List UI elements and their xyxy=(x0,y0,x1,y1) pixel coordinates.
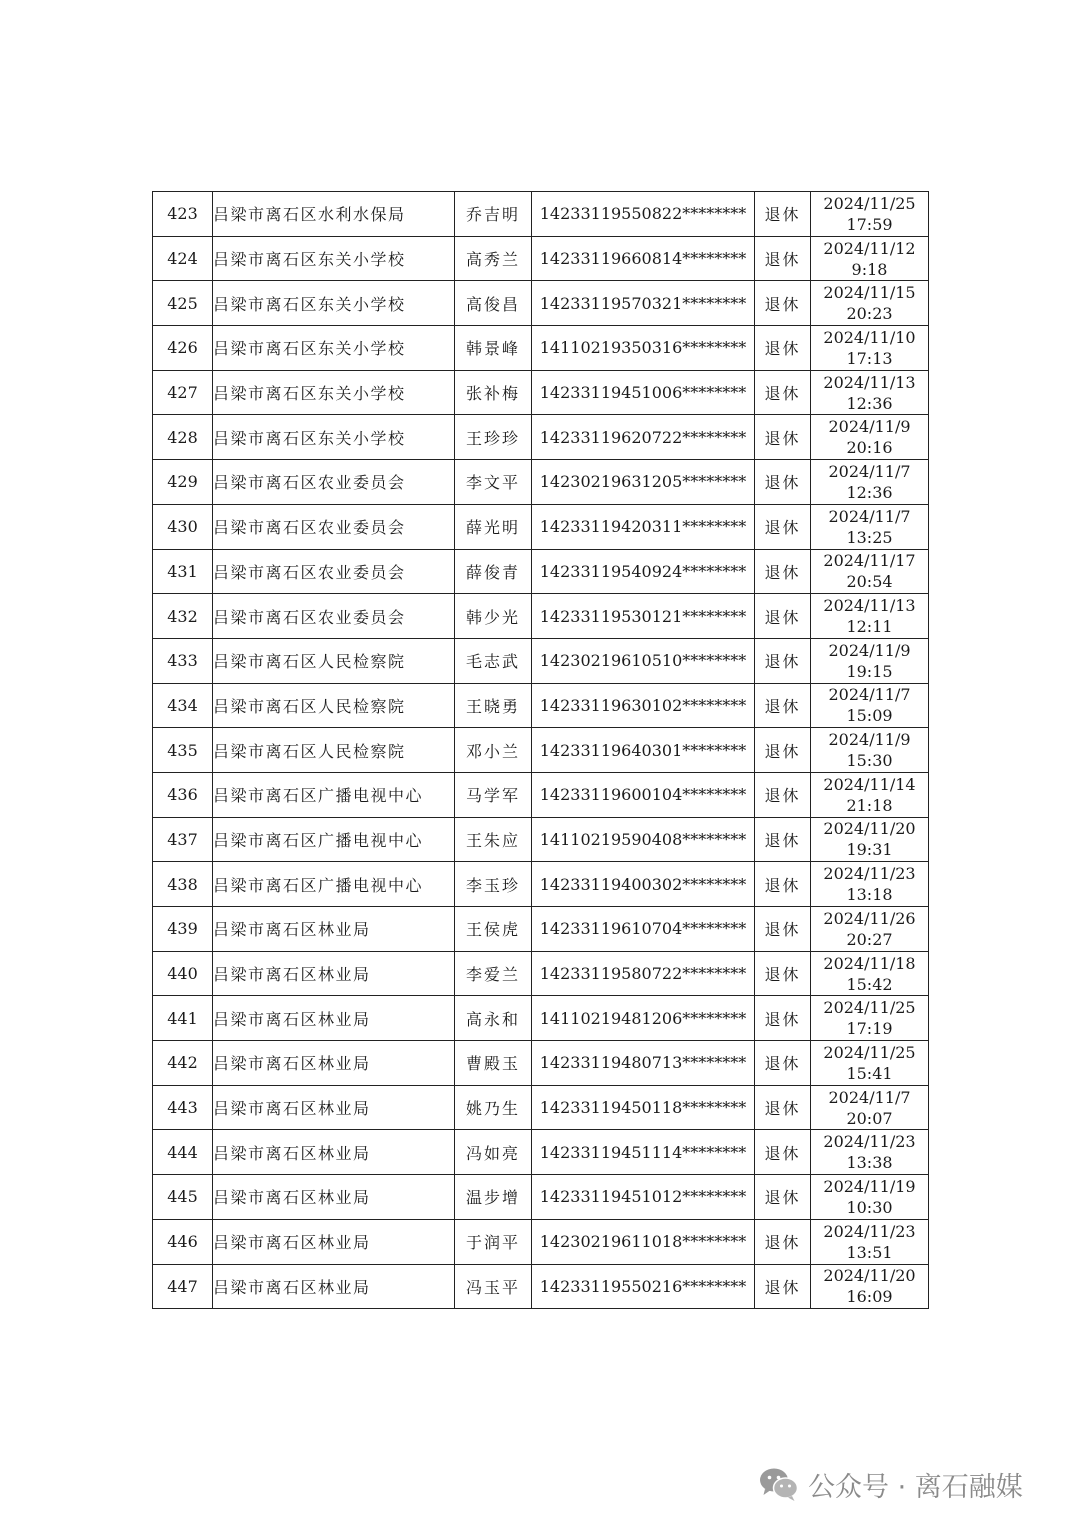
table-row xyxy=(153,281,929,326)
submit-time: 15:41 xyxy=(846,1063,893,1083)
status-text: 退休 xyxy=(755,728,811,773)
submit-datetime xyxy=(811,728,929,773)
submit-datetime xyxy=(811,1219,929,1264)
submit-datetime xyxy=(811,415,929,460)
submit-date: 2024/11/25 xyxy=(823,998,916,1018)
status-text: 退休 xyxy=(755,415,811,460)
person-name: 姚乃生 xyxy=(455,1085,532,1130)
person-name: 邓小兰 xyxy=(455,728,532,773)
submit-datetime xyxy=(811,370,929,415)
person-name: 冯玉平 xyxy=(455,1264,532,1309)
row-number: 443 xyxy=(153,1085,213,1130)
person-name: 冯如亮 xyxy=(455,1130,532,1175)
submit-datetime xyxy=(811,504,929,549)
id-number: 14230219611018******** xyxy=(532,1219,755,1264)
person-name: 王朱应 xyxy=(455,817,532,862)
work-unit: 吕梁市离石区东关小学校 xyxy=(213,370,455,415)
status-text: 退休 xyxy=(755,281,811,326)
id-number: 14233119400302******** xyxy=(532,862,755,907)
work-unit: 吕梁市离石区林业局 xyxy=(213,1085,455,1130)
person-name: 王侯虎 xyxy=(455,907,532,952)
submit-date: 2024/11/25 xyxy=(823,1042,916,1062)
status-text: 退休 xyxy=(755,907,811,952)
table-row xyxy=(153,1130,929,1175)
work-unit: 吕梁市离石区林业局 xyxy=(213,1219,455,1264)
submit-date: 2024/11/20 xyxy=(823,819,916,839)
row-number: 426 xyxy=(153,326,213,371)
person-name: 张补梅 xyxy=(455,370,532,415)
status-text: 退休 xyxy=(755,1130,811,1175)
table-row xyxy=(153,415,929,460)
row-number: 433 xyxy=(153,638,213,683)
row-number: 440 xyxy=(153,951,213,996)
row-number: 447 xyxy=(153,1264,213,1309)
person-name: 薛光明 xyxy=(455,504,532,549)
person-name: 韩少光 xyxy=(455,594,532,639)
id-number: 14233119620722******** xyxy=(532,415,755,460)
submit-time: 15:09 xyxy=(846,706,893,726)
id-number: 14233119550216******** xyxy=(532,1264,755,1309)
work-unit: 吕梁市离石区林业局 xyxy=(213,1264,455,1309)
submit-time: 19:31 xyxy=(846,840,893,860)
submit-datetime xyxy=(811,192,929,237)
submit-datetime xyxy=(811,1085,929,1130)
status-text: 退休 xyxy=(755,996,811,1041)
work-unit: 吕梁市离石区农业委员会 xyxy=(213,504,455,549)
id-number: 14233119451006******** xyxy=(532,370,755,415)
status-text: 退休 xyxy=(755,504,811,549)
submit-time: 13:51 xyxy=(846,1242,893,1262)
table-row xyxy=(153,370,929,415)
submit-time: 17:13 xyxy=(846,348,893,368)
id-number: 14233119450118******** xyxy=(532,1085,755,1130)
row-number: 436 xyxy=(153,772,213,817)
submit-time: 12:11 xyxy=(846,617,893,637)
submit-datetime xyxy=(811,549,929,594)
table-row xyxy=(153,1085,929,1130)
status-text: 退休 xyxy=(755,326,811,371)
row-number: 439 xyxy=(153,907,213,952)
id-number: 14230219610510******** xyxy=(532,638,755,683)
table-row xyxy=(153,862,929,907)
status-text: 退休 xyxy=(755,951,811,996)
submit-datetime xyxy=(811,862,929,907)
status-text: 退休 xyxy=(755,1085,811,1130)
submit-date: 2024/11/15 xyxy=(823,283,916,303)
submit-datetime xyxy=(811,1175,929,1220)
submit-time: 20:07 xyxy=(846,1108,893,1128)
submit-time: 13:38 xyxy=(846,1153,893,1173)
person-name: 于润平 xyxy=(455,1219,532,1264)
row-number: 442 xyxy=(153,1041,213,1086)
row-number: 434 xyxy=(153,683,213,728)
submit-datetime xyxy=(811,594,929,639)
id-number: 14110219350316******** xyxy=(532,326,755,371)
submit-datetime xyxy=(811,772,929,817)
submit-date: 2024/11/7 xyxy=(828,461,911,481)
submit-time: 17:59 xyxy=(846,214,893,234)
submit-datetime xyxy=(811,638,929,683)
row-number: 445 xyxy=(153,1175,213,1220)
work-unit: 吕梁市离石区东关小学校 xyxy=(213,326,455,371)
roster-table xyxy=(152,191,929,1309)
work-unit: 吕梁市离石区林业局 xyxy=(213,996,455,1041)
row-number: 441 xyxy=(153,996,213,1041)
id-number: 14233119451012******** xyxy=(532,1175,755,1220)
submit-date: 2024/11/14 xyxy=(823,774,916,794)
submit-date: 2024/11/13 xyxy=(823,372,916,392)
submit-datetime xyxy=(811,1041,929,1086)
id-number: 14233119580722******** xyxy=(532,951,755,996)
submit-time: 20:23 xyxy=(846,304,893,324)
submit-date: 2024/11/19 xyxy=(823,1176,916,1196)
work-unit: 吕梁市离石区人民检察院 xyxy=(213,638,455,683)
id-number: 14110219590408******** xyxy=(532,817,755,862)
id-number: 14233119630102******** xyxy=(532,683,755,728)
work-unit: 吕梁市离石区林业局 xyxy=(213,1130,455,1175)
person-name: 温步增 xyxy=(455,1175,532,1220)
table-row xyxy=(153,1041,929,1086)
submit-date: 2024/11/18 xyxy=(823,953,916,973)
work-unit: 吕梁市离石区农业委员会 xyxy=(213,460,455,505)
submit-date: 2024/11/26 xyxy=(823,908,916,928)
submit-date: 2024/11/25 xyxy=(823,193,916,213)
submit-time: 13:25 xyxy=(846,527,893,547)
work-unit: 吕梁市离石区水利水保局 xyxy=(213,192,455,237)
person-name: 高秀兰 xyxy=(455,236,532,281)
table-row xyxy=(153,638,929,683)
table-row xyxy=(153,1219,929,1264)
row-number: 423 xyxy=(153,192,213,237)
status-text: 退休 xyxy=(755,594,811,639)
table-row xyxy=(153,460,929,505)
roster-body xyxy=(153,192,929,1309)
row-number: 425 xyxy=(153,281,213,326)
work-unit: 吕梁市离石区广播电视中心 xyxy=(213,772,455,817)
submit-date: 2024/11/20 xyxy=(823,1266,916,1286)
id-number: 14233119540924******** xyxy=(532,549,755,594)
status-text: 退休 xyxy=(755,1264,811,1309)
submit-time: 12:36 xyxy=(846,393,893,413)
work-unit: 吕梁市离石区林业局 xyxy=(213,1041,455,1086)
submit-time: 15:30 xyxy=(846,751,893,771)
wechat-icon xyxy=(758,1466,800,1502)
table-row xyxy=(153,236,929,281)
table-row xyxy=(153,549,929,594)
status-text: 退休 xyxy=(755,549,811,594)
status-text: 退休 xyxy=(755,683,811,728)
table-row xyxy=(153,1264,929,1309)
person-name: 曹殿玉 xyxy=(455,1041,532,1086)
table-row xyxy=(153,1175,929,1220)
work-unit: 吕梁市离石区东关小学校 xyxy=(213,236,455,281)
work-unit: 吕梁市离石区农业委员会 xyxy=(213,594,455,639)
work-unit: 吕梁市离石区人民检察院 xyxy=(213,728,455,773)
submit-date: 2024/11/9 xyxy=(828,640,911,660)
row-number: 428 xyxy=(153,415,213,460)
status-text: 退休 xyxy=(755,236,811,281)
submit-date: 2024/11/7 xyxy=(828,1087,911,1107)
status-text: 退休 xyxy=(755,460,811,505)
id-number: 14233119660814******** xyxy=(532,236,755,281)
person-name: 王珍珍 xyxy=(455,415,532,460)
status-text: 退休 xyxy=(755,1175,811,1220)
person-name: 毛志武 xyxy=(455,638,532,683)
submit-time: 17:19 xyxy=(846,1019,893,1039)
work-unit: 吕梁市离石区林业局 xyxy=(213,1175,455,1220)
id-number: 14233119640301******** xyxy=(532,728,755,773)
person-name: 高永和 xyxy=(455,996,532,1041)
table-row xyxy=(153,683,929,728)
submit-date: 2024/11/23 xyxy=(823,1221,916,1241)
person-name: 李爱兰 xyxy=(455,951,532,996)
id-number: 14233119451114******** xyxy=(532,1130,755,1175)
work-unit: 吕梁市离石区人民检察院 xyxy=(213,683,455,728)
table-row xyxy=(153,996,929,1041)
table-row xyxy=(153,907,929,952)
submit-date: 2024/11/10 xyxy=(823,327,916,347)
submit-datetime xyxy=(811,907,929,952)
watermark-text: 公众号 · 离石融媒 xyxy=(808,1471,1023,1503)
submit-date: 2024/11/9 xyxy=(828,730,911,750)
person-name: 马学军 xyxy=(455,772,532,817)
table-row xyxy=(153,326,929,371)
work-unit: 吕梁市离石区东关小学校 xyxy=(213,281,455,326)
status-text: 退休 xyxy=(755,638,811,683)
id-number: 14233119600104******** xyxy=(532,772,755,817)
row-number: 432 xyxy=(153,594,213,639)
submit-date: 2024/11/17 xyxy=(823,551,916,571)
submit-datetime xyxy=(811,236,929,281)
table-row xyxy=(153,817,929,862)
work-unit: 吕梁市离石区东关小学校 xyxy=(213,415,455,460)
status-text: 退休 xyxy=(755,1041,811,1086)
submit-date: 2024/11/7 xyxy=(828,506,911,526)
submit-time: 20:27 xyxy=(846,929,893,949)
row-number: 438 xyxy=(153,862,213,907)
submit-datetime xyxy=(811,951,929,996)
table-row xyxy=(153,504,929,549)
status-text: 退休 xyxy=(755,862,811,907)
table-row xyxy=(153,192,929,237)
submit-date: 2024/11/13 xyxy=(823,596,916,616)
row-number: 435 xyxy=(153,728,213,773)
submit-datetime xyxy=(811,281,929,326)
row-number: 437 xyxy=(153,817,213,862)
status-text: 退休 xyxy=(755,370,811,415)
id-number: 14233119480713******** xyxy=(532,1041,755,1086)
submit-time: 21:18 xyxy=(846,795,893,815)
submit-time: 10:30 xyxy=(846,1197,893,1217)
id-number: 14230219631205******** xyxy=(532,460,755,505)
row-number: 427 xyxy=(153,370,213,415)
status-text: 退休 xyxy=(755,817,811,862)
id-number: 14233119550822******** xyxy=(532,192,755,237)
status-text: 退休 xyxy=(755,772,811,817)
submit-date: 2024/11/12 xyxy=(823,238,916,258)
person-name: 薛俊青 xyxy=(455,549,532,594)
work-unit: 吕梁市离石区广播电视中心 xyxy=(213,862,455,907)
table-row xyxy=(153,594,929,639)
status-text: 退休 xyxy=(755,1219,811,1264)
work-unit: 吕梁市离石区农业委员会 xyxy=(213,549,455,594)
work-unit: 吕梁市离石区林业局 xyxy=(213,907,455,952)
id-number: 14233119570321******** xyxy=(532,281,755,326)
work-unit: 吕梁市离石区广播电视中心 xyxy=(213,817,455,862)
row-number: 446 xyxy=(153,1219,213,1264)
table-row xyxy=(153,728,929,773)
submit-datetime xyxy=(811,683,929,728)
submit-datetime xyxy=(811,460,929,505)
submit-datetime xyxy=(811,1130,929,1175)
submit-time: 13:18 xyxy=(846,885,893,905)
submit-datetime xyxy=(811,1264,929,1309)
submit-datetime xyxy=(811,996,929,1041)
submit-time: 15:42 xyxy=(846,974,893,994)
table-row xyxy=(153,951,929,996)
id-number: 14233119610704******** xyxy=(532,907,755,952)
submit-date: 2024/11/7 xyxy=(828,685,911,705)
watermark xyxy=(758,1462,1023,1506)
id-number: 14233119530121******** xyxy=(532,594,755,639)
work-unit: 吕梁市离石区林业局 xyxy=(213,951,455,996)
row-number: 431 xyxy=(153,549,213,594)
submit-time: 12:36 xyxy=(846,482,893,502)
person-name: 高俊昌 xyxy=(455,281,532,326)
id-number: 14233119420311******** xyxy=(532,504,755,549)
submit-time: 20:54 xyxy=(846,572,893,592)
row-number: 429 xyxy=(153,460,213,505)
table-row xyxy=(153,772,929,817)
submit-time: 19:15 xyxy=(846,661,893,681)
submit-datetime xyxy=(811,326,929,371)
id-number: 14110219481206******** xyxy=(532,996,755,1041)
row-number: 430 xyxy=(153,504,213,549)
status-text: 退休 xyxy=(755,192,811,237)
row-number: 444 xyxy=(153,1130,213,1175)
submit-time: 9:18 xyxy=(851,259,888,279)
row-number: 424 xyxy=(153,236,213,281)
submit-date: 2024/11/23 xyxy=(823,864,916,884)
person-name: 李玉珍 xyxy=(455,862,532,907)
submit-datetime xyxy=(811,817,929,862)
person-name: 乔吉明 xyxy=(455,192,532,237)
person-name: 李文平 xyxy=(455,460,532,505)
submit-time: 16:09 xyxy=(846,1287,893,1307)
person-name: 韩景峰 xyxy=(455,326,532,371)
person-name: 王晓勇 xyxy=(455,683,532,728)
submit-time: 20:16 xyxy=(846,438,893,458)
submit-date: 2024/11/23 xyxy=(823,1132,916,1152)
submit-date: 2024/11/9 xyxy=(828,417,911,437)
